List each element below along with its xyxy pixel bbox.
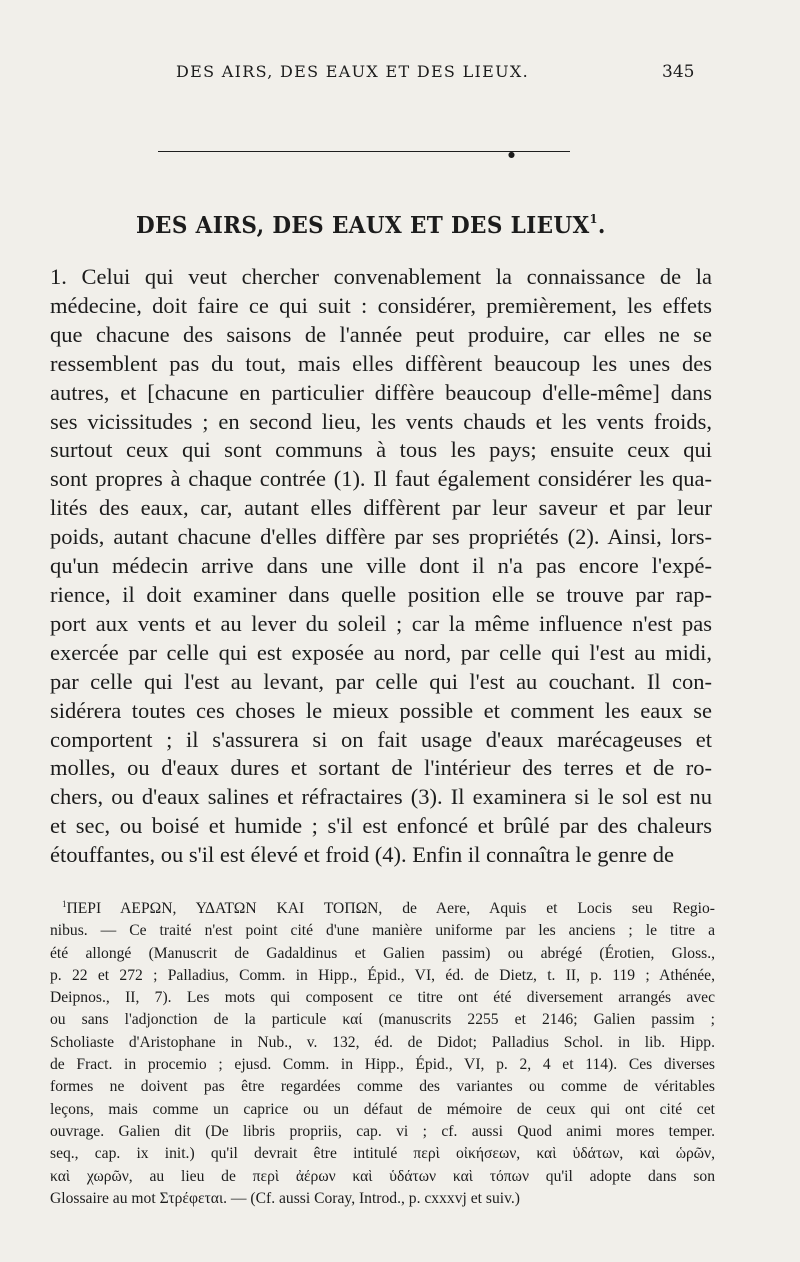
body-line: sidérera toutes ces choses le mieux possible et comment les eaux se xyxy=(50,697,712,723)
ornament-dot: ● xyxy=(508,150,515,159)
footnote-line: Deipnos., II, 7). Les mots qui composent ce titre ont été diversement arrangés avec xyxy=(50,989,715,1007)
body-line: étouffantes, ou s'il est élevé et froid (4). Enfin il connaîtra le genre de xyxy=(50,842,675,868)
body-text xyxy=(50,263,712,870)
body-line: qu'un médecin arrive dans une ville dont il n'a pas encore l'expé- xyxy=(50,553,712,579)
body-line: 1. Celui qui veut chercher convenablement la connaissance de la xyxy=(50,264,712,289)
footnote-line: Scholiaste d'Aristophane in Nub., v. 132, éd. de Didot; Palladius Schol. in lib. Hipp. xyxy=(50,1033,715,1051)
body-line: ressemblent pas du tout, mais elles diffèrent beaucoup les unes des xyxy=(50,350,712,376)
footnote-line: p. 22 et 272 ; Palladius, Comm. in Hipp., Épid., VI, éd. de Dietz, t. II, p. 119 ; Athénée, xyxy=(50,966,715,984)
body-line: autres, et [chacune en particulier diffère beaucoup d'elle-même] dans xyxy=(50,379,712,405)
body-line: médecine, doit faire ce qui suit : considérer, premièrement, les effets xyxy=(50,292,712,318)
body-line: poids, autant chacune d'elles diffère par ses propriétés (2). Ainsi, lors- xyxy=(50,524,712,550)
footnote-line: leçons, mais comme un caprice ou un défaut de mémoire de ceux qui ont cité cet xyxy=(50,1100,715,1118)
chapter-title-text: DES AIRS, DES EAUX ET DES LIEUX xyxy=(136,212,590,239)
title-period: . xyxy=(597,212,606,239)
footnote-line: été allongé (Manuscrit de Gadaldinus et Galien passim) ou abrégé (Érotien, Gloss., xyxy=(50,944,715,962)
footnote-line: ouvrage. Galien dit (De libris propriis, cap. vi ; cf. aussi Quod animi mores temper. xyxy=(50,1122,715,1140)
footnote-line: ou sans l'adjonction de la particule καί (manuscrits 2255 et 2146; Galien passim ; xyxy=(50,1011,715,1029)
running-head: DES AIRS, DES EAUX ET DES LIEUX. xyxy=(176,62,529,81)
body-line: exercée par celle qui est exposée au nord, par celle qui l'est au midi, xyxy=(50,639,712,665)
body-line: rience, il doit examiner dans quelle position elle se trouve par rap- xyxy=(50,581,712,607)
footnote-line: nibus. — Ce traité n'est point cité d'une manière uniforme par les anciens ; le titre a xyxy=(50,922,715,940)
footnote xyxy=(50,893,715,1210)
footnote-line: καὶ χωρῶν, au lieu de περὶ ἀέρων καὶ ὑδάτων καὶ τόπων qu'il adopte dans son xyxy=(50,1167,715,1185)
body-line: que chacune des saisons de l'année peut produire, car elles ne se xyxy=(50,321,712,347)
footnote-line: de Fract. in procemio ; ejusd. Comm. in Hipp., Épid., VI, p. 2, 4 et 114). Ces diverses xyxy=(50,1056,715,1074)
body-line: molles, ou d'eaux dures et sortant de l'intérieur des terres et de ro- xyxy=(50,755,712,781)
footnote-line: $^1$ΠΕΡΙ ΑΕΡΩΝ, ΥΔΑΤΩΝ ΚΑΙ ΤΟΠΩΝ, de Aere, Aquis et Locis seu Regio- xyxy=(62,899,715,917)
footnote-line: formes ne doivent pas être regardées comme des variantes ou comme de véritables xyxy=(50,1078,715,1096)
body-line: comportent ; il s'assurera si on fait usage d'eaux marécageuses et xyxy=(50,726,712,752)
page-number: 345 xyxy=(662,62,695,82)
body-line: surtout ceux qui sont communs à tous les pays; ensuite ceux qui xyxy=(50,437,712,463)
body-line: chers, ou d'eaux salines et réfractaires (3). Il examinera si le sol est nu xyxy=(50,784,712,810)
body-line: sont propres à chaque contrée (1). Il faut également considérer les qua- xyxy=(50,466,712,492)
body-line: par celle qui l'est au levant, par celle qui l'est au couchant. Il con- xyxy=(50,668,712,694)
footnote-line: Glossaire au mot Στρέφεται. — (Cf. aussi Coray, Introd., p. cxxxvj et suiv.) xyxy=(50,1189,520,1207)
footnote-marker: 1 xyxy=(62,899,67,909)
body-line: port aux vents et au lever du soleil ; car la même influence n'est pas xyxy=(50,610,712,636)
body-line: lités des eaux, car, autant elles diffèrent par leur saveur et par leur xyxy=(50,495,712,521)
body-line: ses vicissitudes ; en second lieu, les vents chauds et les vents froids, xyxy=(50,408,712,434)
title-footnote-marker: 1 xyxy=(589,212,598,226)
chapter-title xyxy=(136,212,606,239)
body-line: et sec, ou boisé et humide ; s'il est enfoncé et brûlé par des chaleurs xyxy=(50,813,712,839)
footnote-line: seq., cap. ix init.) qu'il devrait être intitulé περὶ οἰκήσεων, καὶ ὑδάτων, καὶ ὡρῶν, xyxy=(50,1145,715,1163)
